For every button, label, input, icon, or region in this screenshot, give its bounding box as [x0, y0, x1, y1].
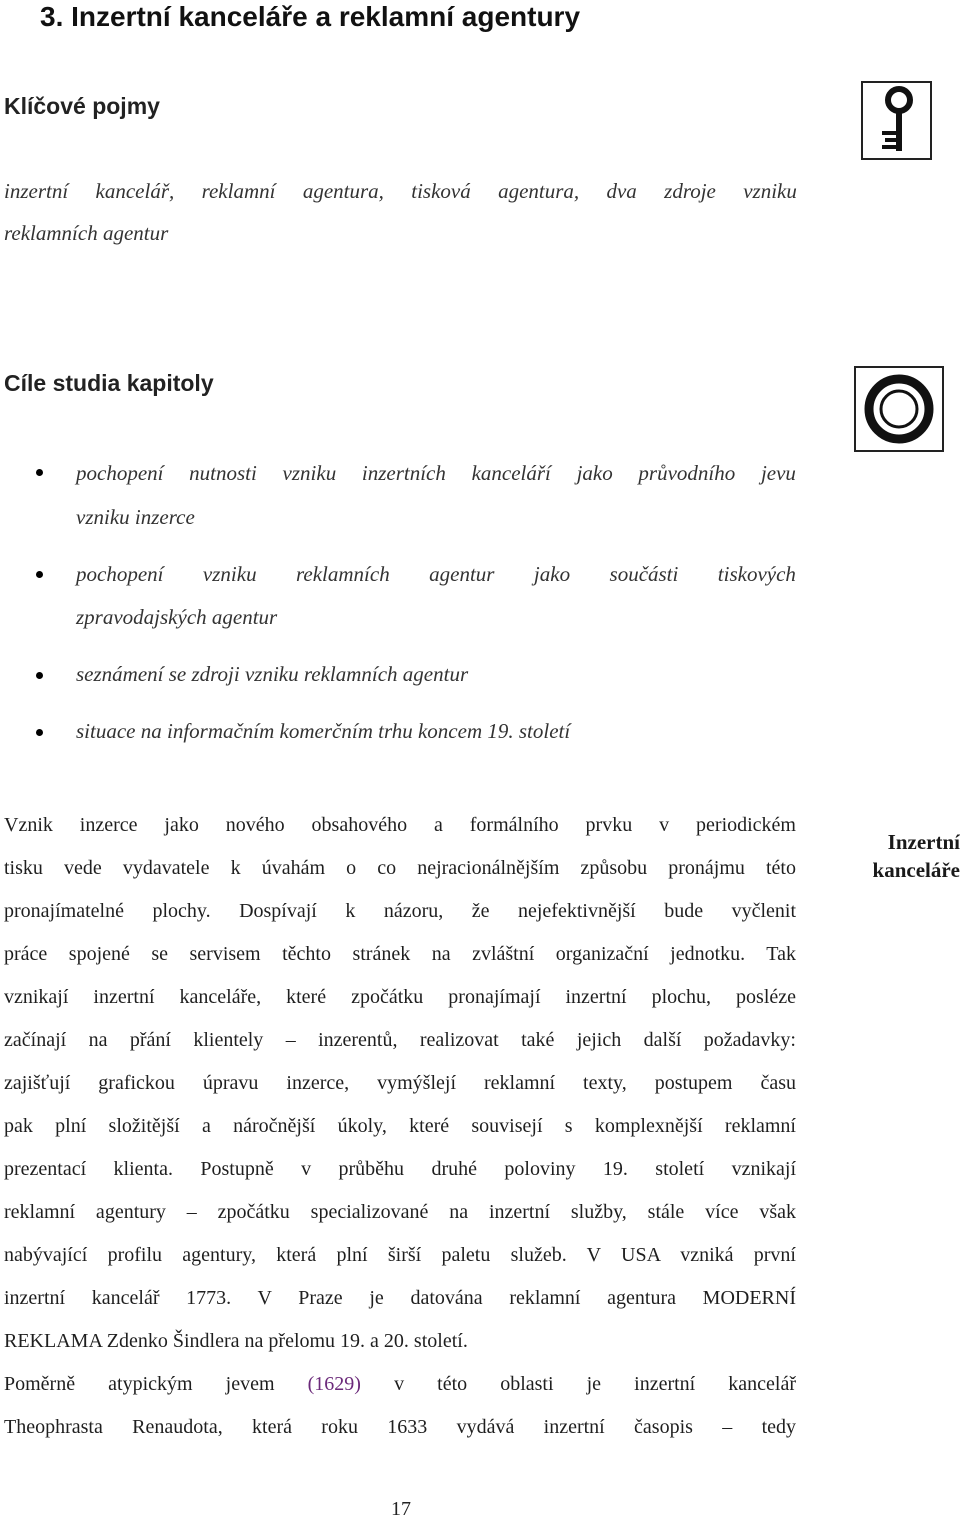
goal-word: jako [533, 562, 571, 586]
goal-item-1-line-2: vzniku inzerce [76, 505, 195, 529]
key-concepts-line-2: reklamních agentur [4, 221, 169, 245]
key-icon-box [861, 81, 932, 160]
goal-word: tiskových [717, 562, 796, 586]
chapter-title: 3. Inzertní kanceláře a reklamní agentury [40, 1, 581, 32]
goal-word: jako [576, 461, 613, 485]
goal-item-3: seznámení se zdroji vzniku reklamních agentur [76, 662, 469, 686]
body-line: pronajímatelné plochy. Dospívají k názoru, že nejefektivnější bude vyčlenit [4, 900, 796, 922]
body-line: začínají na přání klientely – inzerentů, realizovat také jejich další požadavky: [4, 1029, 796, 1051]
body-line: reklamní agentury – zpočátku specializované na inzertní služby, stále více však [4, 1201, 796, 1223]
margin-note: Inzertní kanceláře [872, 830, 960, 882]
goal-word: reklamních [296, 562, 390, 586]
body-line: prezentací klienta. Postupně v průběhu druhé poloviny 19. století vznikají [4, 1158, 796, 1180]
bullet-icon [36, 672, 43, 679]
key-concepts-line-1 [4, 178, 797, 204]
bullet-icon [36, 469, 43, 476]
body-line: Vznik inzerce jako nového obsahového a formálního prvku v periodickém [4, 814, 796, 836]
key-concept-word: zdroje [664, 179, 716, 203]
key-concept-word: kancelář, [95, 179, 175, 203]
key-icon [863, 83, 930, 158]
goal-item-1-line-1 [76, 460, 796, 486]
body-line: inzertní kancelář 1773. V Praze je datována reklamní agentura MODERNÍ [4, 1287, 796, 1309]
goal-word: součásti [609, 562, 679, 586]
body-line: zajišťují grafickou úpravu inzerce, vymýšlejí reklamní texty, postupem času [4, 1072, 796, 1094]
body-line: REKLAMA Zdenko Šindlera na přelomu 19. a 20. století. [4, 1330, 468, 1352]
goal-item-4: situace na informačním komerčním trhu koncem 19. století [76, 719, 571, 743]
year-highlight: (1629) [307, 1373, 361, 1395]
goal-item-2-line-2: zpravodajských agentur [76, 605, 278, 629]
goal-word: vzniku [202, 562, 257, 586]
goal-word: nutnosti [189, 461, 257, 485]
key-concepts-heading: Klíčové pojmy [4, 93, 160, 119]
bullet-icon [36, 571, 43, 578]
goal-word: kanceláří [471, 461, 551, 485]
body-line: práce spojené se servisem těchto stránek na zvláštní organizační jednotku. Tak [4, 943, 796, 965]
body-text: Poměrně atypickým jevem [4, 1373, 275, 1395]
goal-word: inzertních [361, 461, 446, 485]
page-number: 17 [391, 1498, 411, 1520]
goal-word: agentur [429, 562, 495, 586]
body-text: v této oblasti je inzertní kancelář [394, 1373, 797, 1395]
goal-word: průvodního [638, 461, 736, 485]
key-concept-word: tisková [411, 179, 471, 203]
bullet-icon [36, 729, 43, 736]
key-concept-word: inzertní [4, 179, 69, 203]
body-line: Theophrasta Renaudota, která roku 1633 vydává inzertní časopis – tedy [4, 1416, 796, 1438]
goal-word: vzniku [282, 461, 337, 485]
target-icon-box [854, 366, 944, 452]
key-concept-word: vzniku [743, 179, 797, 203]
goal-word: pochopení [76, 461, 164, 485]
body-line: vznikají inzertní kanceláře, které zpočátku pronajímají inzertní plochu, posléze [4, 986, 796, 1008]
key-concept-word: agentura, [498, 179, 580, 203]
key-concept-word: agentura, [302, 179, 384, 203]
study-goals-heading: Cíle studia kapitoly [4, 370, 214, 396]
goal-item-2-line-1 [76, 561, 796, 587]
body-line: nabývající profilu agentury, která plní širší paletu služeb. V USA vzniká první [4, 1244, 796, 1266]
key-concept-word: dva [606, 179, 637, 203]
body-line-with-year [4, 1371, 796, 1397]
target-icon [856, 368, 942, 450]
body-line: pak plní složitější a náročnější úkoly, které souvisejí s komplexnější reklamní [4, 1115, 796, 1137]
key-concept-word: reklamní [201, 179, 276, 203]
body-line: tisku vede vydavatele k úvahám o co nejracionálnějším způsobu pronájmu této [4, 857, 796, 879]
goal-word: pochopení [76, 562, 164, 586]
goal-word: jevu [760, 461, 796, 485]
